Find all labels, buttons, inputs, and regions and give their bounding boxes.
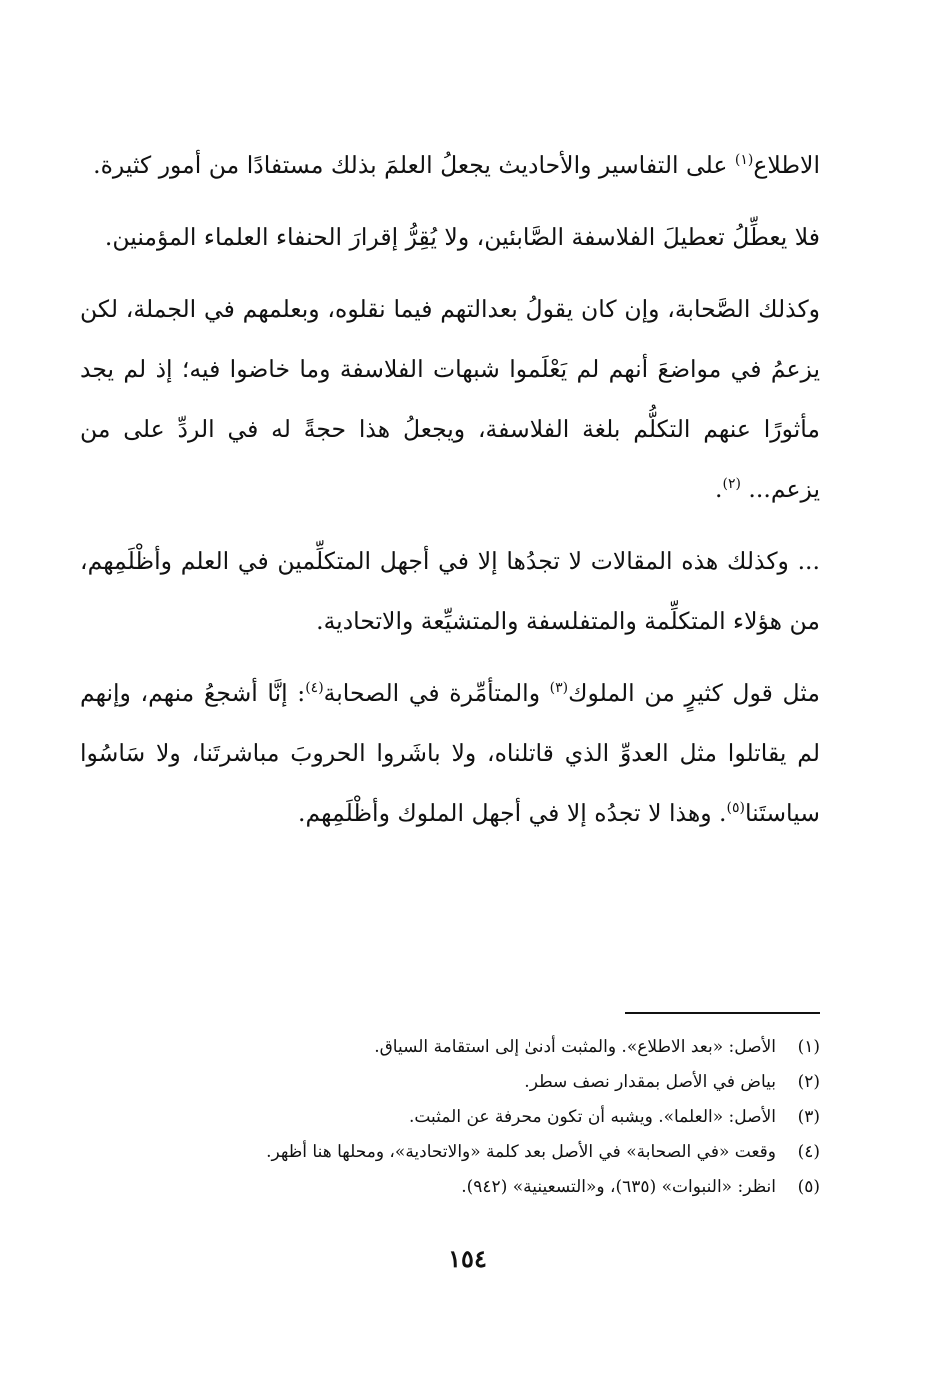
paragraph-5-text-part-3: : إنَّا أشجعُ منهم، وإنهم لم يقاتلوا مثل العدوِّ الذي قاتلناه، ولا باشَروا الحروبَ مباشرتَنا، ولا سَاسُوا سياستَنا (80, 679, 820, 827)
footnote-ref-3[interactable]: (٣) (549, 680, 569, 697)
footnote-2 (80, 1065, 820, 1100)
paragraph-1 (80, 135, 820, 195)
paragraph-3-text-end: . (714, 475, 723, 503)
footnote-separator (625, 1012, 820, 1014)
page-number: ١٥٤ (448, 1244, 487, 1273)
footnote-text: الأصل: «العلما». ويشبه أن تكون محرفة عن المثبت. (408, 1107, 776, 1127)
footnote-3 (80, 1100, 820, 1135)
paragraph-3 (80, 279, 820, 519)
footnote-ref-4[interactable]: (٤) (305, 680, 324, 697)
footnote-number: (١) (797, 1037, 820, 1057)
footnote-ref-1[interactable]: (١) (734, 152, 754, 169)
footnote-text: وقعت «في الصحابة» في الأصل بعد كلمة «والاتحادية»، ومحلها هنا أظهر. (266, 1142, 776, 1162)
paragraph-1-text-start: الاطلاع (753, 151, 820, 179)
footnote-number: (٢) (797, 1072, 820, 1092)
paragraph-5 (80, 663, 820, 843)
footnote-text: الأصل: «بعد الاطلاع». والمثبت أدنىٰ إلى استقامة السياق. (374, 1037, 776, 1057)
footnote-number: (٥) (797, 1177, 820, 1197)
footnote-1 (80, 1030, 820, 1065)
main-text (80, 135, 820, 855)
footnote-ref-5[interactable]: (٥) (726, 800, 746, 817)
footnote-number: (٣) (797, 1107, 820, 1127)
paragraph-3-text: وكذلك الصَّحابة، وإن كان يقولُ بعدالتهم فيما نقلوه، وبعلمهم في الجملة، لكن يزعمُ في مواضعَ أنهم لم يَعْلَموا شبهات الفلاسفة وما خاضوا فيه؛ إذ لم يجد مأثورًا عنهم التكلُّم بلغة الفلاسفة، ويجعلُ هذا حجةً له في الردِّ على من يزعم... (80, 295, 820, 503)
paragraph-1-text-end: على التفاسير والأحاديث يجعلُ العلمَ بذلك مستفادًا من أمور كثيرة. (93, 151, 735, 179)
footnote-4 (80, 1135, 820, 1170)
paragraph-5-text-part-2: والمتأمِّرة في الصحابة (323, 679, 550, 707)
footnote-text: انظر: «النبوات» (٦٣٥)، و«التسعينية» (٩٤٢). (461, 1177, 776, 1197)
paragraph-2: فلا يعطِّلُ تعطيلَ الفلاسفة الصَّابئين، ولا يُقِرُّ إقرارَ الحنفاء العلماء المؤمنين. (104, 223, 820, 251)
footnote-text: بياض في الأصل بمقدار نصف سطر. (524, 1072, 776, 1092)
footnote-number: (٤) (797, 1142, 820, 1162)
footnote-ref-2[interactable]: (٢) (722, 476, 741, 493)
footnotes (80, 1030, 820, 1205)
paragraph-5-text-part-1: مثل قول كثيرٍ من الملوك (568, 679, 820, 707)
footnote-5 (80, 1170, 820, 1205)
paragraph-5-text-part-4: . وهذا لا تجدُه إلا في أجهل الملوك وأظْلَمِهم. (298, 799, 727, 827)
paragraph-4: ... وكذلك هذه المقالات لا تجدُها إلا في أجهل المتكلِّمين في العلم وأظْلَمِهم، من هؤلاء المتكلِّمة والمتفلسفة والمتشيِّعة والاتحادية. (80, 547, 820, 635)
